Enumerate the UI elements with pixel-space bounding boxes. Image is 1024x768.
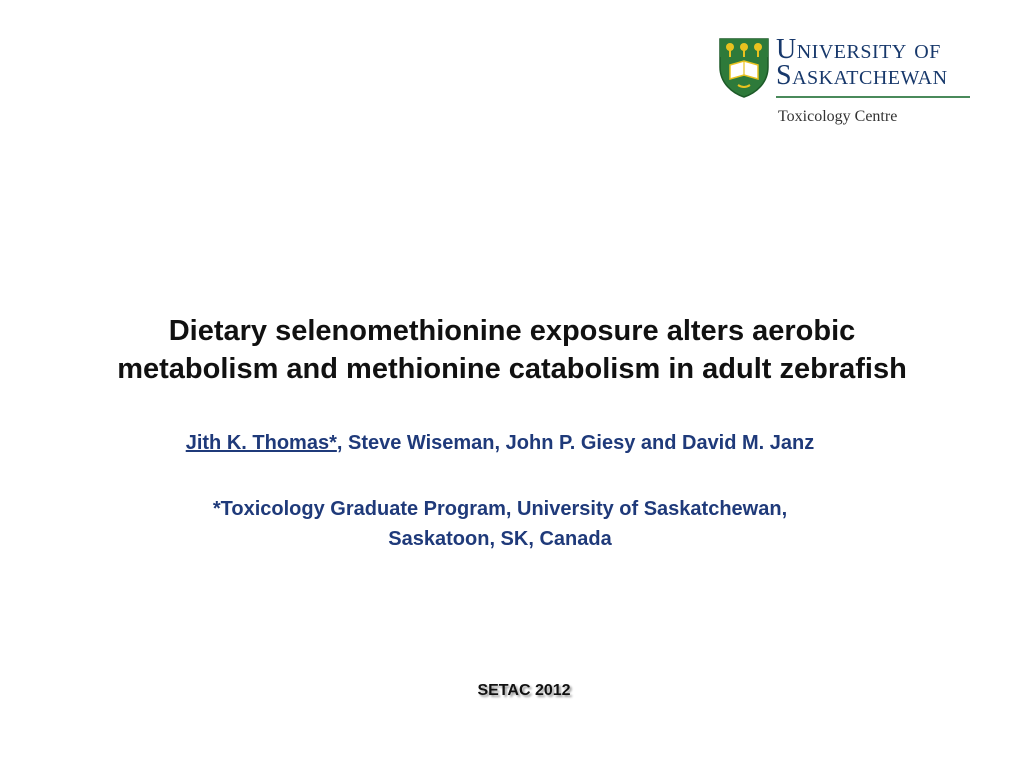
- university-name-line2: Saskatchewan: [776, 60, 948, 91]
- logo-divider: [776, 96, 970, 98]
- university-logo: [718, 34, 978, 132]
- author-list: [0, 432, 1000, 455]
- affiliation-line2: Saskatoon, SK, Canada: [388, 528, 612, 550]
- university-name-line1: University of: [776, 34, 941, 65]
- title-line2: metabolism and methionine catabolism in adult zebrafish: [117, 353, 907, 385]
- title-line1: Dietary selenomethionine exposure alters aerobic: [168, 315, 856, 347]
- affiliation: [0, 494, 1000, 554]
- presenting-author: Jith K. Thomas*: [185, 432, 337, 454]
- conference-label: SETAC 2012: [477, 682, 571, 699]
- affiliation-line1: *Toxicology Graduate Program, University of Saskatchewan,: [212, 498, 788, 520]
- centre-name: Toxicology Centre: [778, 108, 898, 125]
- university-name: [776, 34, 948, 91]
- presentation-title: [0, 312, 1024, 388]
- university-shield-icon: [718, 37, 770, 99]
- co-authors: , Steve Wiseman, John P. Giesy and David M. Janz: [336, 432, 815, 454]
